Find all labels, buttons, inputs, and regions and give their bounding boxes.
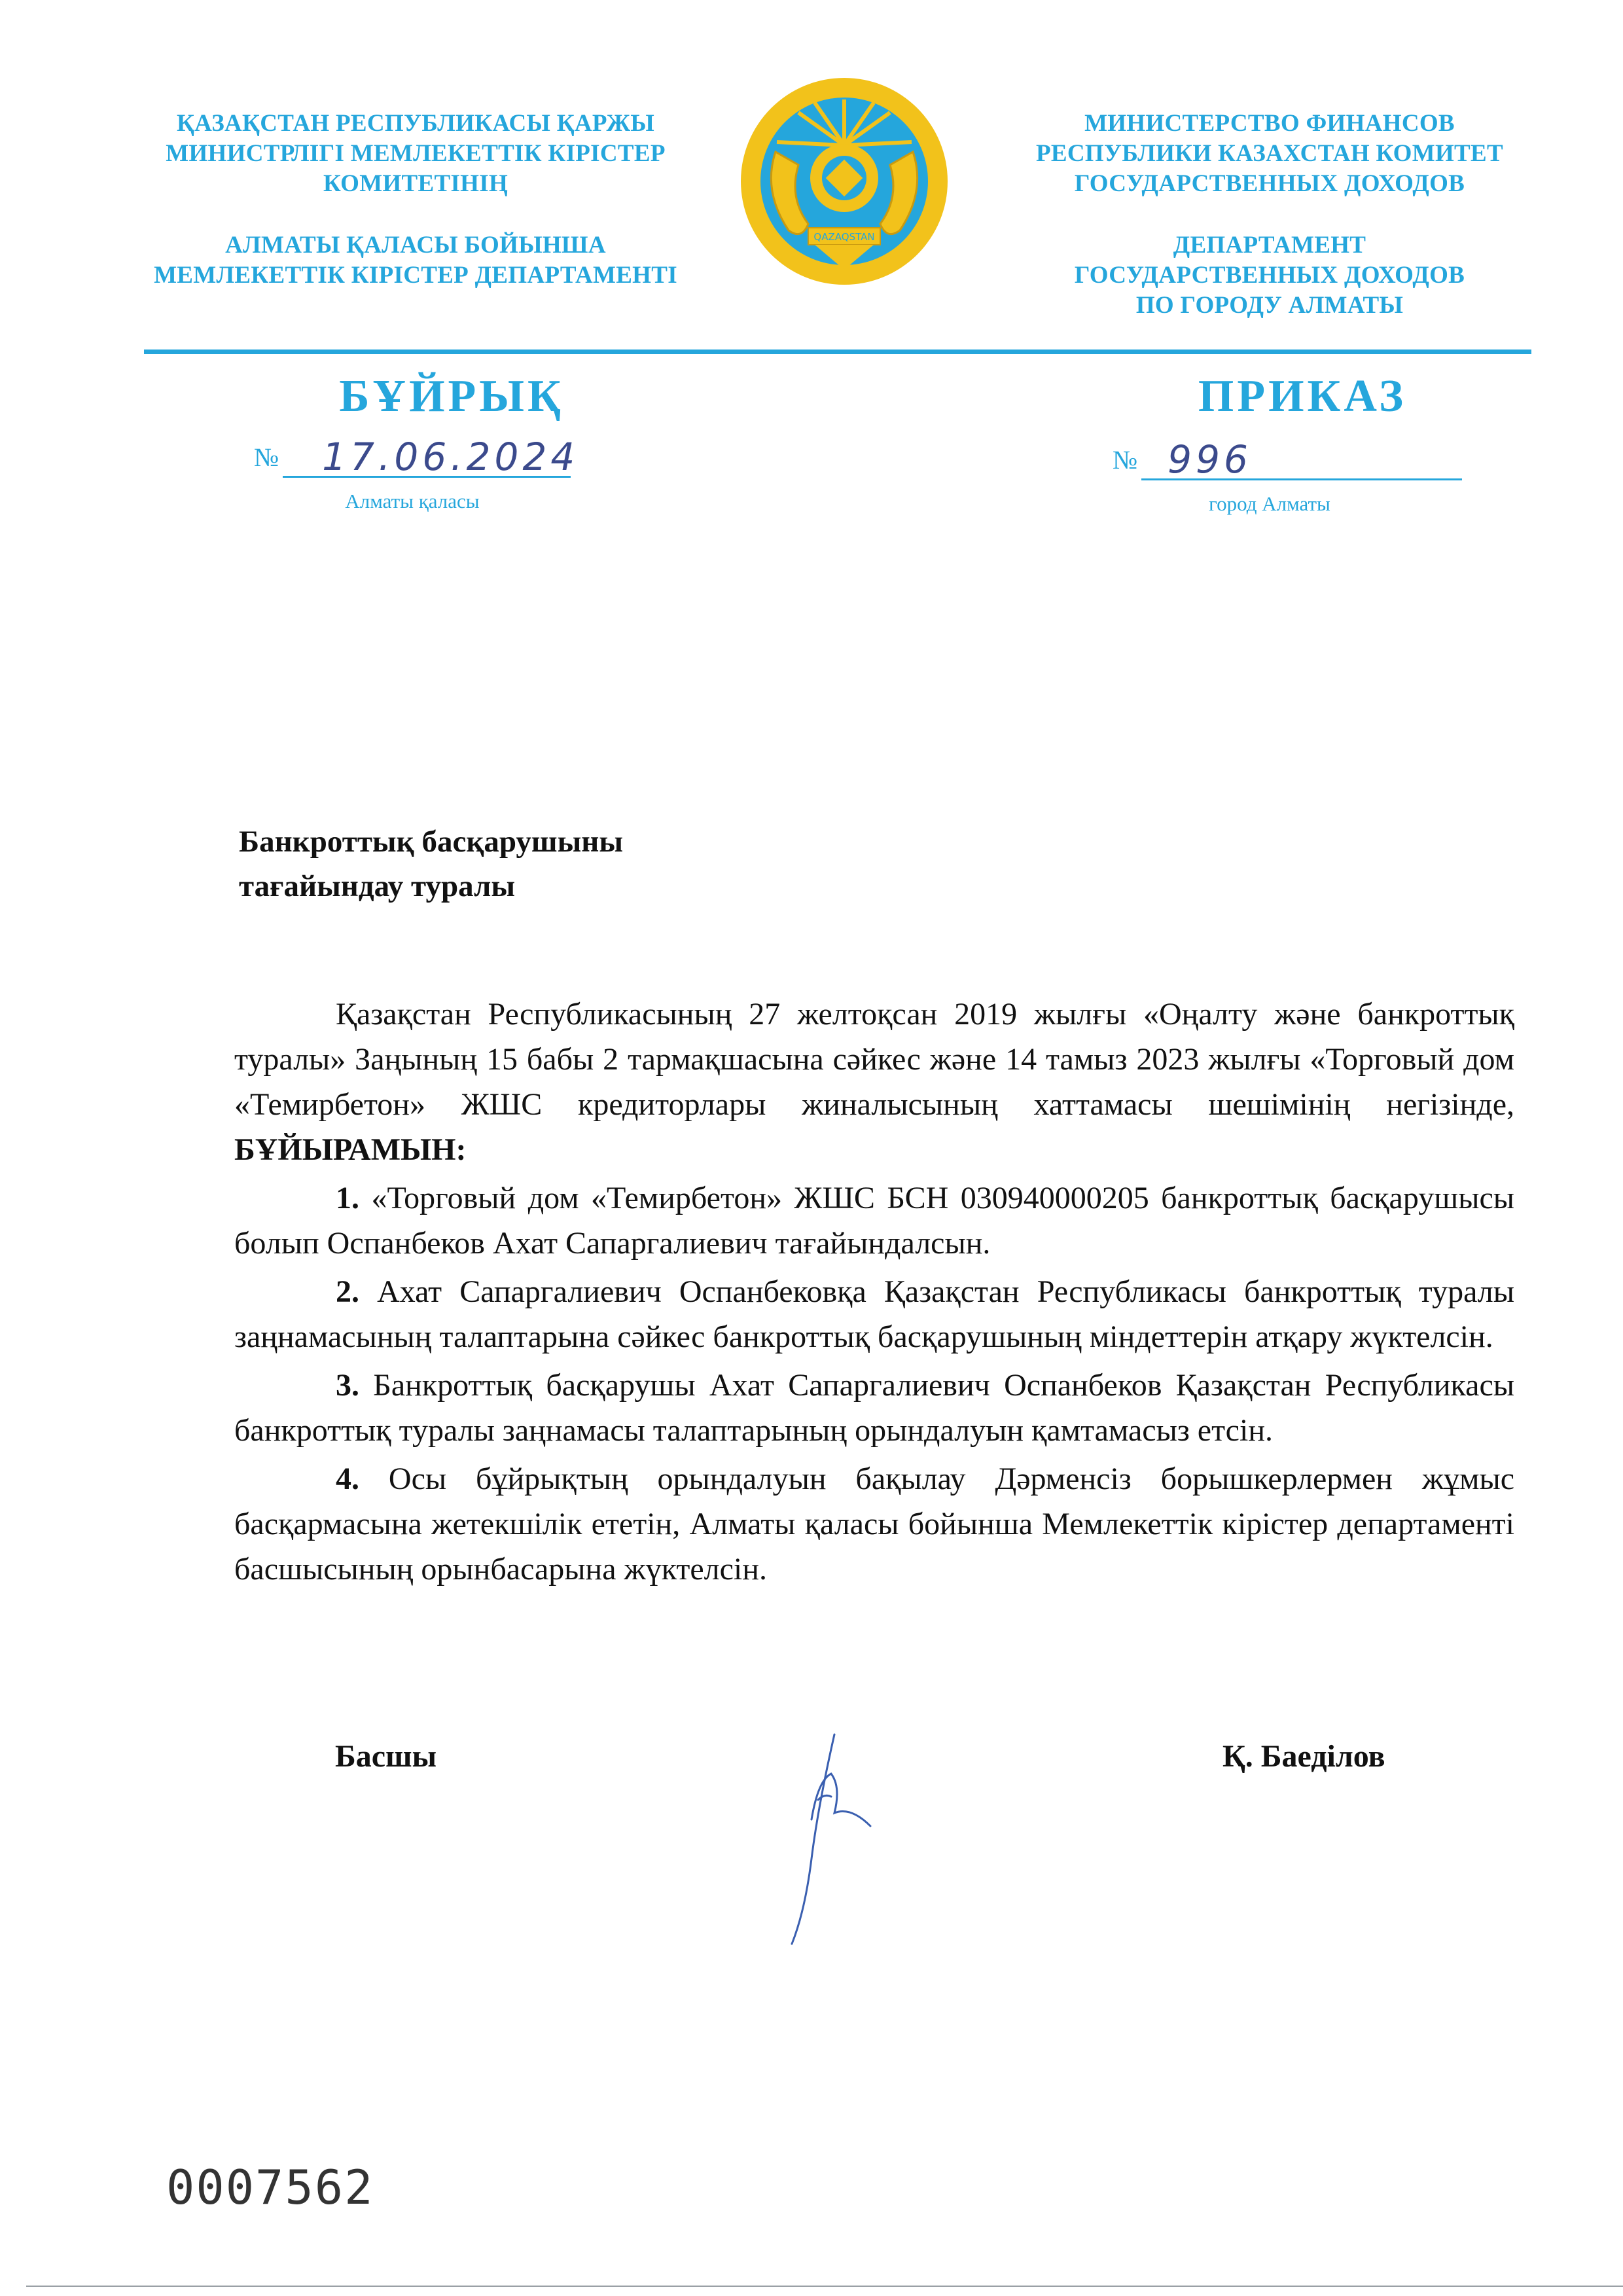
header-kz-line: МИНИСТРЛІГІ МЕМЛЕКЕТТІК КІРІСТЕР [166,140,666,167]
header-ru [955,109,1584,321]
header-kz-line: ҚАЗАҚСТАН РЕСПУБЛИКАСЫ ҚАРЖЫ [176,110,654,137]
order-item [234,1269,1514,1359]
city-ru: город Алматы [1209,492,1330,515]
number-sign: № [254,442,279,472]
emblem-text: QAZAQSTAN [813,231,875,243]
order-number-field [1113,428,1462,480]
header-kz [105,109,726,291]
signatory-name: Қ. Баеділов [1222,1739,1385,1774]
header-kz-line: АЛМАТЫ ҚАЛАСЫ БОЙЫНША [225,232,606,259]
signatory-role: Басшы [335,1739,437,1774]
order-subject [239,819,623,908]
header-ru-line: ДЕПАРТАМЕНТ [1173,232,1366,259]
order-date-field [254,425,579,479]
item-number: 3. [336,1368,359,1403]
page-bottom-edge [26,2286,1623,2287]
item-number: 4. [336,1462,359,1496]
item-text: Ахат Сапаргалиевич Оспанбековқа Қазақстан Республикасы банкроттық туралы заңнамасының талаптарына сәйкес банкроттық басқарушының міндеттерін атқару жүктелсін. [234,1274,1514,1354]
serial-number: 0007562 [166,2160,374,2215]
intro-paragraph [234,992,1514,1172]
city-kz: Алматы қаласы [345,490,480,512]
subject-line: тағайындау туралы [239,869,516,903]
item-text: «Торговый дом «Темирбетон» ЖШС БСН 030940000205 банкроттық басқарушысы болып Оспанбеков Ахат Сапаргалиевич тағайындалсын. [234,1181,1514,1261]
state-emblem-icon [736,73,952,289]
handwritten-signature [772,1728,916,1950]
order-number-handwritten: 996 [1141,428,1462,480]
subject-line: Банкроттық басқарушыны [239,825,624,859]
item-text: Банкроттық басқарушы Ахат Сапаргалиевич Оспанбеков Қазақстан Республикасы банкроттық туралы заңнамасы талаптарының орындалуын қамтамасыз етсін. [234,1368,1514,1448]
doc-title-kz: БҰЙРЫҚ [339,371,564,422]
header-ru-line: ГОСУДАРСТВЕННЫХ ДОХОДОВ [1074,170,1465,197]
header-kz-line: КОМИТЕТІНІҢ [323,170,508,197]
header-ru-line: ПО ГОРОДУ АЛМАТЫ [1135,292,1404,319]
order-date-handwritten: 17.06.2024 [283,425,571,478]
order-item [234,1363,1514,1453]
item-number: 1. [336,1181,359,1215]
header-ru-line: МИНИСТЕРСТВО ФИНАНСОВ [1084,110,1455,137]
header-ru-line: ГОСУДАРСТВЕННЫХ ДОХОДОВ [1074,262,1465,289]
order-item [234,1175,1514,1266]
header-divider [144,350,1531,354]
item-text: Осы бұйрықтың орындалуын бақылау Дәрменсіз борышкерлермен жұмыс басқармасына жетекшілік ететін, Алматы қаласы бойынша Мемлекеттік кірістер департаменті басшысының орынбасарына жүктелсін. [234,1462,1514,1587]
order-item [234,1456,1514,1592]
item-number: 2. [336,1274,359,1309]
header-ru-line: РЕСПУБЛИКИ КАЗАХСТАН КОМИТЕТ [1035,140,1503,167]
header-kz-line: МЕМЛЕКЕТТІК КІРІСТЕР ДЕПАРТАМЕНТІ [154,262,677,289]
intro-text: Қазақстан Республикасының 27 желтоқсан 2019 жылғы «Оңалту және банкроттық туралы» Заңының 15 бабы 2 тармақшасына сәйкес және 14 тамыз 2023 жылғы «Торговый дом «Темирбетон» ЖШС кредиторлары жиналысының хаттамасы шешімінің негізінде, [234,997,1514,1122]
number-sign: № [1113,445,1138,475]
intro-command: БҰЙЫРАМЫН: [234,1132,467,1167]
order-body [234,992,1514,1595]
doc-title-ru: ПРИКАЗ [1198,371,1407,422]
